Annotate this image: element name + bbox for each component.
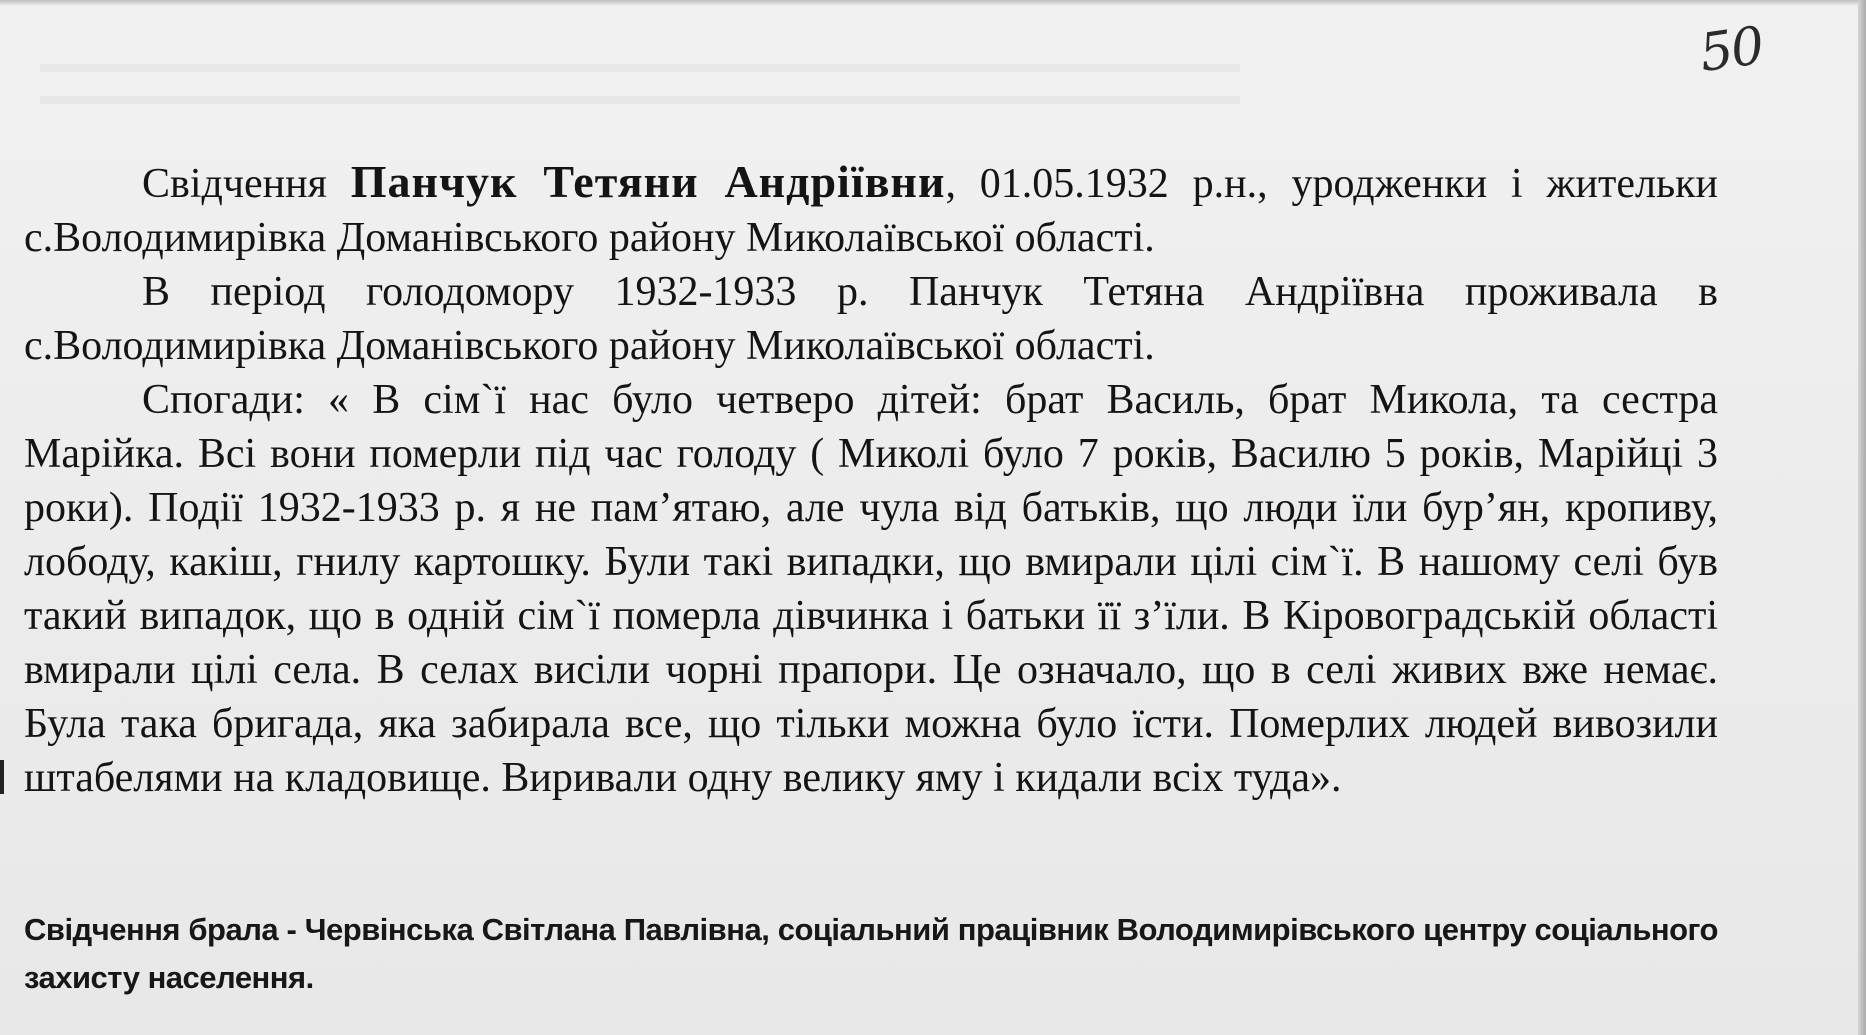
- testimony-body: [24, 155, 1718, 805]
- period-paragraph: В період голодомору 1932-1933 р. Панчук Тетяна Андріївна проживала в с.Володимирівка Доманівського району Миколаївської області.: [24, 269, 1718, 369]
- handwritten-page-number: 50: [1696, 15, 1767, 85]
- intro-suffix: , 01.05.1932 р.н., уродженки і жительки с.Володимирівка Доманівського району Миколаївської області.: [24, 161, 1718, 261]
- binding-mark: [0, 760, 4, 794]
- witness-name: Панчук Тетяни Андріївни: [350, 156, 946, 207]
- page-right-edge: [1858, 0, 1866, 1035]
- intro-prefix: Свідчення: [142, 161, 327, 207]
- memories-paragraph: Спогади: « В сім`ї нас було четверо дітей: брат Василь, брат Микола, та сестра Марійка. Всі вони померли під час голоду ( Миколі було 7 років, Василю 5 років, Марійці 3 роки). Події 1932-1933 р. я не пам’ятаю, але чула від батьків, що люди їли бур’ян, кропиву, лободу, какіш, гнилу картошку. Були такі випадки, що вмирали цілі сім`ї. В нашому селі був такий випадок, що в одній сім`ї померла дівчинка і батьки її з’їли. В Кіровоградській області вмирали цілі села. В селах висіли чорні прапори. Це означало, що в селі живих вже немає. Була така бригада, яка забирала все, що тільки можна було їсти. Померлих людей вивозили штабелями на кладовище. Виривали одну велику яму і кидали всіх туда».: [24, 377, 1718, 801]
- testimony-intro-paragraph: [24, 155, 1718, 265]
- page-top-edge: [0, 0, 1866, 6]
- recorded-by-note: Свідчення брала - Червінська Світлана Павлівна, соціальний працівник Володимирівського центру соціального захисту населення.: [24, 912, 1718, 995]
